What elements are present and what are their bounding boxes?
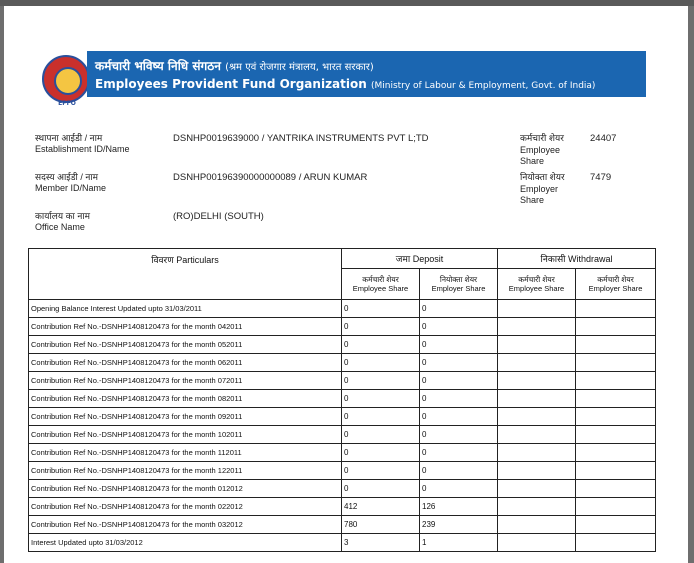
- member-value: DSNHP00196390000000089 / ARUN KUMAR: [173, 172, 368, 183]
- employer-share-english-2: Share: [520, 195, 545, 205]
- deposit-employee-cell: 780: [342, 516, 420, 534]
- table-row: [29, 516, 656, 534]
- employee-share-english-1: Employee: [520, 144, 561, 155]
- withdrawal-employer-cell: [576, 372, 656, 390]
- member-label-english: Member ID/Name: [35, 183, 107, 193]
- deposit-employer-cell: 0: [420, 372, 498, 390]
- establishment-value: DSNHP0019639000 / YANTRIKA INSTRUMENTS PVT L;TD: [173, 133, 429, 144]
- hindi-name: कर्मचारी भविष्य निधि संगठन: [95, 59, 221, 73]
- passbook-table: [28, 248, 656, 552]
- withdrawal-employer-share-header: [576, 269, 656, 300]
- establishment-label: [35, 133, 130, 155]
- sub-header-english: Employer Share: [431, 284, 486, 293]
- withdrawal-employer-cell: [576, 480, 656, 498]
- deposit-employer-cell: 0: [420, 462, 498, 480]
- sub-header-hindi: कर्मचारी शेयर: [597, 275, 634, 284]
- table-row: [29, 318, 656, 336]
- withdrawal-employee-cell: [498, 444, 576, 462]
- establishment-label-english: Establishment ID/Name: [35, 144, 130, 154]
- deposit-employer-cell: 0: [420, 390, 498, 408]
- deposit-employer-cell: 0: [420, 444, 498, 462]
- particulars-header: विवरण Particulars: [29, 249, 342, 300]
- deposit-employee-cell: 0: [342, 318, 420, 336]
- withdrawal-employer-cell: [576, 498, 656, 516]
- withdrawal-employee-cell: [498, 534, 576, 552]
- deposit-employee-cell: 0: [342, 390, 420, 408]
- english-title: [95, 77, 595, 91]
- english-ministry: (Ministry of Labour & Employment, Govt. of India): [370, 81, 596, 91]
- sub-header-english: Employer Share: [588, 284, 643, 293]
- sub-header-hindi: नियोक्ता शेयर: [439, 275, 478, 284]
- table-row: [29, 444, 656, 462]
- particulars-cell: Interest Updated upto 31/03/2012: [29, 534, 342, 552]
- employee-share-value: 24407: [590, 133, 617, 144]
- particulars-cell: Contribution Ref No.-DSNHP1408120473 for the month 082011: [29, 390, 342, 408]
- table-row: [29, 300, 656, 318]
- withdrawal-employee-cell: [498, 336, 576, 354]
- deposit-employee-cell: 0: [342, 372, 420, 390]
- particulars-cell: Contribution Ref No.-DSNHP1408120473 for the month 022012: [29, 498, 342, 516]
- member-label: [35, 172, 106, 194]
- sub-header-hindi: कर्मचारी शेयर: [362, 275, 399, 284]
- employer-share-value: 7479: [590, 172, 612, 183]
- deposit-employer-cell: 0: [420, 408, 498, 426]
- withdrawal-employer-cell: [576, 462, 656, 480]
- particulars-cell: Contribution Ref No.-DSNHP1408120473 for the month 122011: [29, 462, 342, 480]
- english-name: Employees Provident Fund Organization: [95, 77, 367, 91]
- establishment-label-hindi: स्थापना आईडी / नाम: [35, 133, 103, 143]
- withdrawal-employee-cell: [498, 318, 576, 336]
- office-label: [35, 211, 90, 233]
- table-row: [29, 408, 656, 426]
- deposit-employee-cell: 0: [342, 444, 420, 462]
- deposit-employee-cell: 0: [342, 480, 420, 498]
- withdrawal-employer-cell: [576, 390, 656, 408]
- deposit-employee-cell: 0: [342, 336, 420, 354]
- employer-share-english-1: Employer: [520, 183, 559, 194]
- withdrawal-employee-cell: [498, 498, 576, 516]
- withdrawal-header: निकासी Withdrawal: [498, 249, 656, 269]
- deposit-employer-cell: 0: [420, 354, 498, 372]
- employee-share-label: [520, 133, 564, 168]
- particulars-cell: Opening Balance Interest Updated upto 31/03/2011: [29, 300, 342, 318]
- sub-header-english: Employee Share: [508, 284, 565, 293]
- particulars-cell: Contribution Ref No.-DSNHP1408120473 for the month 042011: [29, 318, 342, 336]
- deposit-employee-cell: 0: [342, 354, 420, 372]
- office-label-hindi: कार्यालय का नाम: [35, 211, 91, 221]
- employee-share-english-2: Share: [520, 156, 545, 166]
- withdrawal-employer-cell: [576, 408, 656, 426]
- deposit-employer-cell: 239: [420, 516, 498, 534]
- deposit-employee-cell: 0: [342, 462, 420, 480]
- withdrawal-employee-cell: [498, 390, 576, 408]
- table-row: [29, 426, 656, 444]
- sub-header-english: Employee Share: [352, 284, 409, 293]
- header-banner: [87, 51, 646, 97]
- withdrawal-employer-cell: [576, 318, 656, 336]
- withdrawal-employer-cell: [576, 516, 656, 534]
- hindi-ministry: (श्रम एवं रोजगार मंत्रालय, भारत सरकार): [225, 62, 374, 73]
- withdrawal-employee-cell: [498, 462, 576, 480]
- deposit-employer-cell: 0: [420, 300, 498, 318]
- deposit-employer-cell: 126: [420, 498, 498, 516]
- table-row: [29, 372, 656, 390]
- deposit-employer-cell: 1: [420, 534, 498, 552]
- member-label-hindi: सदस्य आईडी / नाम: [35, 172, 99, 182]
- table-row: [29, 534, 656, 552]
- hindi-title: [95, 57, 374, 74]
- deposit-header: जमा Deposit: [342, 249, 498, 269]
- withdrawal-employee-cell: [498, 408, 576, 426]
- deposit-employer-cell: 0: [420, 318, 498, 336]
- deposit-employer-cell: 0: [420, 336, 498, 354]
- withdrawal-employee-cell: [498, 516, 576, 534]
- deposit-employer-cell: 0: [420, 426, 498, 444]
- deposit-employee-cell: 0: [342, 300, 420, 318]
- deposit-employee-cell: 0: [342, 426, 420, 444]
- table-row: [29, 498, 656, 516]
- withdrawal-employer-cell: [576, 336, 656, 354]
- withdrawal-employer-cell: [576, 300, 656, 318]
- deposit-employer-share-header: [420, 269, 498, 300]
- deposit-employee-cell: 3: [342, 534, 420, 552]
- table-row: [29, 336, 656, 354]
- particulars-cell: Contribution Ref No.-DSNHP1408120473 for the month 112011: [29, 444, 342, 462]
- withdrawal-employee-cell: [498, 480, 576, 498]
- employer-share-label: [520, 172, 565, 207]
- table-row: [29, 480, 656, 498]
- withdrawal-employer-cell: [576, 354, 656, 372]
- sub-header-hindi: कर्मचारी शेयर: [518, 275, 555, 284]
- deposit-employee-cell: 412: [342, 498, 420, 516]
- withdrawal-employee-share-header: [498, 269, 576, 300]
- withdrawal-employer-cell: [576, 534, 656, 552]
- withdrawal-employee-cell: [498, 426, 576, 444]
- employer-share-hindi: नियोक्ता शेयर: [520, 172, 565, 182]
- office-label-english: Office Name: [35, 222, 85, 232]
- particulars-cell: Contribution Ref No.-DSNHP1408120473 for the month 092011: [29, 408, 342, 426]
- withdrawal-employee-cell: [498, 300, 576, 318]
- particulars-cell: Contribution Ref No.-DSNHP1408120473 for the month 072011: [29, 372, 342, 390]
- particulars-cell: Contribution Ref No.-DSNHP1408120473 for the month 062011: [29, 354, 342, 372]
- deposit-employee-cell: 0: [342, 408, 420, 426]
- employee-share-hindi: कर्मचारी शेयर: [520, 133, 564, 143]
- withdrawal-employer-cell: [576, 426, 656, 444]
- epfo-logo: [42, 55, 90, 107]
- particulars-cell: Contribution Ref No.-DSNHP1408120473 for the month 052011: [29, 336, 342, 354]
- table-row: [29, 390, 656, 408]
- particulars-cell: Contribution Ref No.-DSNHP1408120473 for the month 102011: [29, 426, 342, 444]
- particulars-cell: Contribution Ref No.-DSNHP1408120473 for the month 032012: [29, 516, 342, 534]
- particulars-cell: Contribution Ref No.-DSNHP1408120473 for the month 012012: [29, 480, 342, 498]
- withdrawal-employer-cell: [576, 444, 656, 462]
- withdrawal-employee-cell: [498, 354, 576, 372]
- deposit-employee-share-header: [342, 269, 420, 300]
- deposit-employer-cell: 0: [420, 480, 498, 498]
- table-row: [29, 462, 656, 480]
- table-row: [29, 354, 656, 372]
- office-value: (RO)DELHI (SOUTH): [173, 211, 264, 222]
- logo-text: EPFO: [58, 100, 76, 107]
- withdrawal-employee-cell: [498, 372, 576, 390]
